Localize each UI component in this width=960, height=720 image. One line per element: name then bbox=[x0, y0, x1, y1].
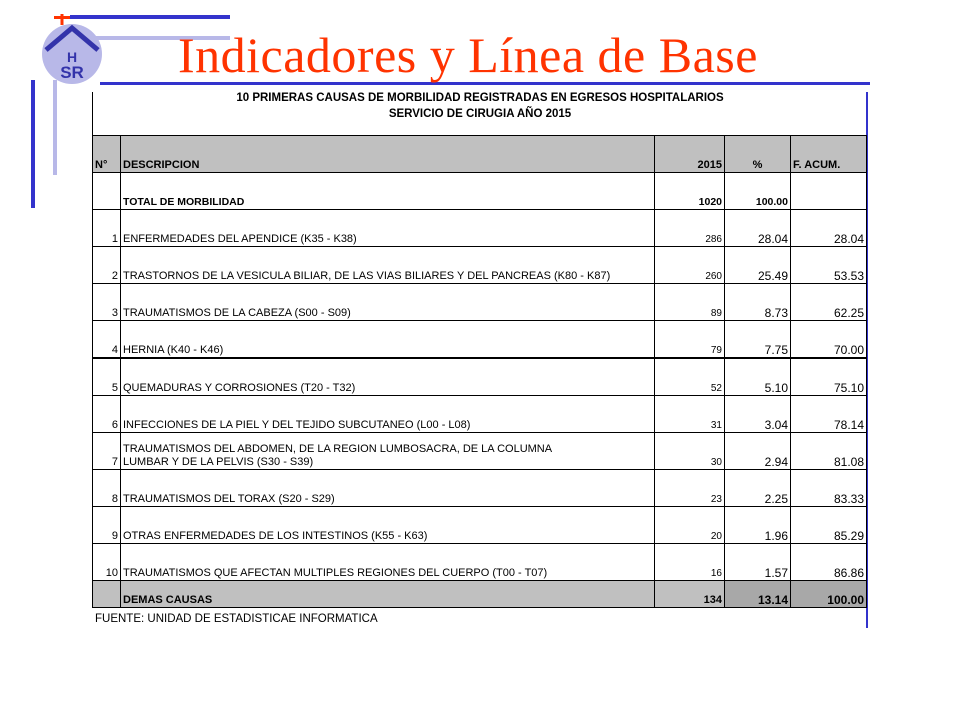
row-n: 6 bbox=[93, 396, 121, 433]
hospital-logo bbox=[36, 14, 108, 86]
row-pct: 2.25 bbox=[725, 470, 791, 507]
row-desc-line2: LUMBAR Y DE LA PELVIS (S30 - S39) bbox=[123, 456, 314, 468]
row-value: 31 bbox=[655, 396, 725, 433]
table-row bbox=[93, 247, 867, 284]
table-row bbox=[93, 284, 867, 321]
table-row bbox=[93, 470, 867, 507]
row-pct: 25.49 bbox=[725, 247, 791, 284]
row-n: 10 bbox=[93, 544, 121, 581]
row-desc: QUEMADURAS Y CORROSIONES (T20 - T32) bbox=[121, 358, 655, 396]
table-row bbox=[93, 210, 867, 247]
row-n: 3 bbox=[93, 284, 121, 321]
header-pct: % bbox=[725, 136, 791, 173]
decor-bar-left-light bbox=[53, 80, 57, 175]
svg-text:SR: SR bbox=[60, 63, 84, 82]
row-desc: INFECCIONES DE LA PIEL Y DEL TEJIDO SUBCUTANEO (L00 - L08) bbox=[121, 396, 655, 433]
others-n bbox=[93, 581, 121, 608]
others-row bbox=[93, 581, 867, 608]
row-desc bbox=[121, 433, 655, 470]
row-desc: OTRAS ENFERMEDADES DE LOS INTESTINOS (K55 - K63) bbox=[121, 507, 655, 544]
row-n: 2 bbox=[93, 247, 121, 284]
row-acum: 86.86 bbox=[791, 544, 867, 581]
table-row bbox=[93, 358, 867, 396]
row-acum: 81.08 bbox=[791, 433, 867, 470]
row-pct: 1.57 bbox=[725, 544, 791, 581]
table-row bbox=[93, 433, 867, 470]
total-value: 1020 bbox=[655, 173, 725, 210]
row-desc: ENFERMEDADES DEL APENDICE (K35 - K38) bbox=[121, 210, 655, 247]
row-pct: 1.96 bbox=[725, 507, 791, 544]
row-value: 30 bbox=[655, 433, 725, 470]
row-n: 7 bbox=[93, 433, 121, 470]
row-acum: 85.29 bbox=[791, 507, 867, 544]
row-value: 20 bbox=[655, 507, 725, 544]
row-value: 16 bbox=[655, 544, 725, 581]
slide-title: Indicadores y Línea de Base bbox=[178, 27, 758, 83]
table-heading-line2: SERVICIO DE CIRUGIA AÑO 2015 bbox=[388, 108, 572, 120]
row-pct: 5.10 bbox=[725, 358, 791, 396]
table-row bbox=[93, 507, 867, 544]
svg-text:H: H bbox=[66, 49, 78, 65]
others-value: 134 bbox=[655, 581, 725, 608]
table-heading bbox=[92, 90, 868, 122]
row-pct: 3.04 bbox=[725, 396, 791, 433]
table-row bbox=[93, 544, 867, 581]
header-n: N° bbox=[93, 136, 121, 173]
row-acum: 75.10 bbox=[791, 358, 867, 396]
others-pct: 13.14 bbox=[725, 581, 791, 608]
row-acum: 70.00 bbox=[791, 321, 867, 359]
others-acum: 100.00 bbox=[791, 581, 867, 608]
row-pct: 8.73 bbox=[725, 284, 791, 321]
row-desc-line1: TRAUMATISMOS DEL ABDOMEN, DE LA REGION LUMBOSACRA, DE LA COLUMNA bbox=[123, 443, 553, 455]
total-acum bbox=[791, 173, 867, 210]
row-pct: 2.94 bbox=[725, 433, 791, 470]
decor-bar-left bbox=[31, 80, 35, 208]
total-pct: 100.00 bbox=[725, 173, 791, 210]
row-value: 52 bbox=[655, 358, 725, 396]
row-pct: 7.75 bbox=[725, 321, 791, 359]
table-header-row bbox=[93, 136, 867, 173]
row-acum: 53.53 bbox=[791, 247, 867, 284]
row-value: 286 bbox=[655, 210, 725, 247]
source-note: FUENTE: UNIDAD DE ESTADISTICAE INFORMATICA bbox=[95, 613, 378, 625]
total-n bbox=[93, 173, 121, 210]
header-acum: F. ACUM. bbox=[791, 136, 867, 173]
row-value: 79 bbox=[655, 321, 725, 359]
others-label: DEMAS CAUSAS bbox=[121, 581, 655, 608]
row-n: 9 bbox=[93, 507, 121, 544]
row-acum: 62.25 bbox=[791, 284, 867, 321]
row-desc: TRAUMATISMOS DE LA CABEZA (S00 - S09) bbox=[121, 284, 655, 321]
row-value: 23 bbox=[655, 470, 725, 507]
row-value: 260 bbox=[655, 247, 725, 284]
morbidity-table bbox=[92, 135, 867, 608]
header-descripcion: DESCRIPCION bbox=[121, 136, 655, 173]
total-label: TOTAL DE MORBILIDAD bbox=[121, 173, 655, 210]
row-desc: HERNIA (K40 - K46) bbox=[121, 321, 655, 359]
total-row bbox=[93, 173, 867, 210]
row-acum: 28.04 bbox=[791, 210, 867, 247]
row-pct: 28.04 bbox=[725, 210, 791, 247]
table-row bbox=[93, 321, 867, 359]
row-n: 8 bbox=[93, 470, 121, 507]
row-value: 89 bbox=[655, 284, 725, 321]
table-row bbox=[93, 396, 867, 433]
row-desc: TRASTORNOS DE LA VESICULA BILIAR, DE LAS VIAS BILIARES Y DEL PANCREAS (K80 - K87) bbox=[121, 247, 655, 284]
row-desc: TRAUMATISMOS DEL TORAX (S20 - S29) bbox=[121, 470, 655, 507]
table-heading-line1: 10 PRIMERAS CAUSAS DE MORBILIDAD REGISTRADAS EN EGRESOS HOSPITALARIOS bbox=[236, 92, 724, 104]
row-n: 1 bbox=[93, 210, 121, 247]
header-2015: 2015 bbox=[655, 136, 725, 173]
row-acum: 83.33 bbox=[791, 470, 867, 507]
row-n: 4 bbox=[93, 321, 121, 359]
row-acum: 78.14 bbox=[791, 396, 867, 433]
row-desc: TRAUMATISMOS QUE AFECTAN MULTIPLES REGIONES DEL CUERPO (T00 - T07) bbox=[121, 544, 655, 581]
row-n: 5 bbox=[93, 358, 121, 396]
